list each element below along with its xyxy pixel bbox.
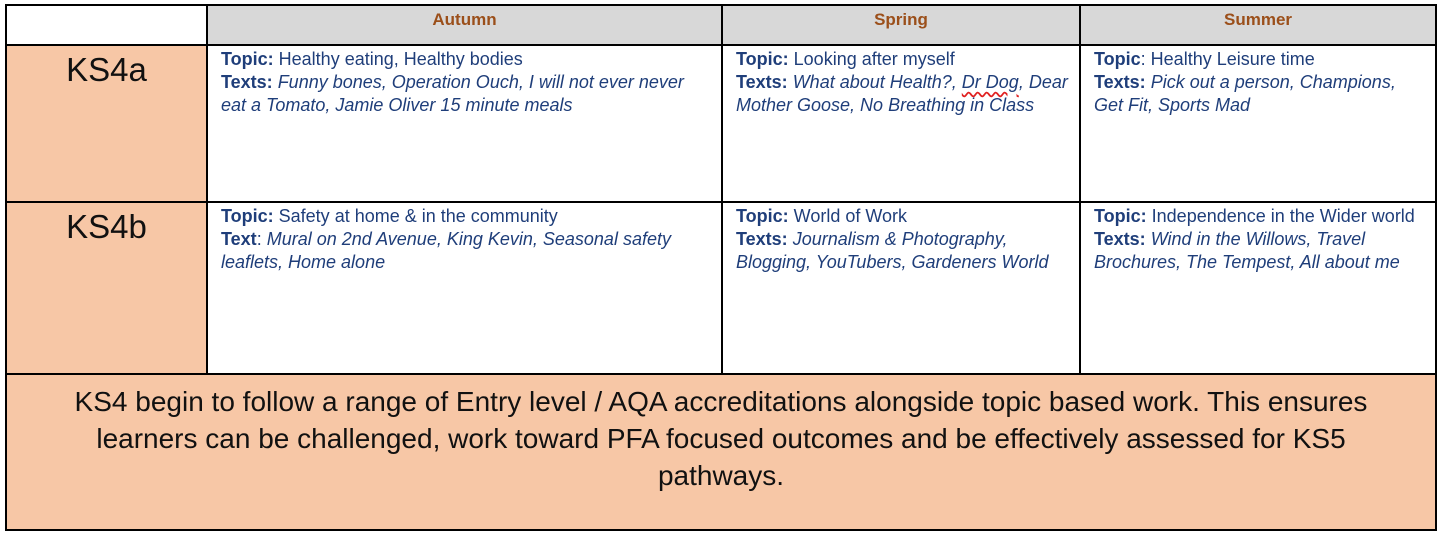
topic-label: Topic:	[221, 49, 274, 69]
texts-list: Wind in the Willows, Travel Brochures, The Tempest, All about me	[1094, 229, 1400, 272]
texts-list-continued: , Dear Mother Goose, No Breathing in Class	[736, 72, 1068, 115]
row-key-ks4a-label: KS4a	[66, 51, 147, 88]
topic-text: Looking after myself	[788, 49, 955, 69]
header-summer	[1081, 6, 1435, 44]
texts-list: Funny bones, Operation Ouch, I will not ever never eat a Tomato, Jamie Oliver 15 minute meals	[221, 72, 684, 115]
header-spring	[723, 6, 1079, 44]
texts-list: Mural on 2nd Avenue, King Kevin, Seasonal safety leaflets, Home alone	[221, 229, 671, 272]
topic-label: Topic:	[736, 206, 789, 226]
cell-ks4a-summer	[1081, 46, 1435, 201]
cell-ks4b-spring	[723, 203, 1079, 373]
topic-text: Safety at home & in the community	[273, 206, 558, 226]
grid-line	[206, 4, 208, 375]
texts-list: What about Health?,	[787, 72, 962, 92]
spelling-flagged-word: Dr Dog	[961, 72, 1019, 92]
texts-label: Text	[221, 229, 257, 249]
topic-label: Topic:	[221, 206, 274, 226]
topic-text: : Healthy Leisure time	[1140, 49, 1315, 69]
texts-label: Texts:	[736, 72, 788, 92]
topic-text: World of Work	[788, 206, 908, 226]
texts-label: Texts:	[1094, 229, 1146, 249]
grid-line	[721, 4, 723, 375]
header-autumn	[208, 6, 721, 44]
header-spring-label: Spring	[874, 10, 928, 29]
texts-list: Pick out a person, Champions, Get Fit, Sports Mad	[1094, 72, 1396, 115]
row-key-ks4b-label: KS4b	[66, 208, 147, 245]
texts-label: Texts:	[221, 72, 273, 92]
texts-label: Texts:	[736, 229, 788, 249]
cell-ks4a-autumn	[208, 46, 721, 201]
topic-text: Independence in the Wider world	[1146, 206, 1415, 226]
grid-line	[1079, 4, 1081, 375]
texts-list: Journalism & Photography, Blogging, YouTubers, Gardeners World	[736, 229, 1049, 272]
topic-label: Topic:	[1094, 206, 1147, 226]
cell-ks4b-summer	[1081, 203, 1435, 373]
header-autumn-label: Autumn	[432, 10, 497, 29]
topic-label: Topic	[1094, 49, 1141, 69]
topic-text: Healthy eating, Healthy bodies	[273, 49, 523, 69]
cell-ks4b-autumn	[208, 203, 721, 373]
topic-label: Topic:	[736, 49, 789, 69]
header-blank-cell	[7, 6, 206, 44]
texts-label: Texts:	[1094, 72, 1146, 92]
texts-colon: :	[256, 229, 267, 249]
cell-ks4a-spring	[723, 46, 1079, 201]
header-summer-label: Summer	[1223, 10, 1293, 29]
footer-note	[7, 375, 1435, 529]
row-key-ks4a	[7, 46, 206, 201]
footer-note-text: KS4 begin to follow a range of Entry level / AQA accreditations alongside topic based work. This ensures learners can be challenged, work toward PFA focused outcomes and be effectively assessed for KS5 pathways.	[74, 386, 1368, 491]
row-key-ks4b	[7, 203, 206, 373]
